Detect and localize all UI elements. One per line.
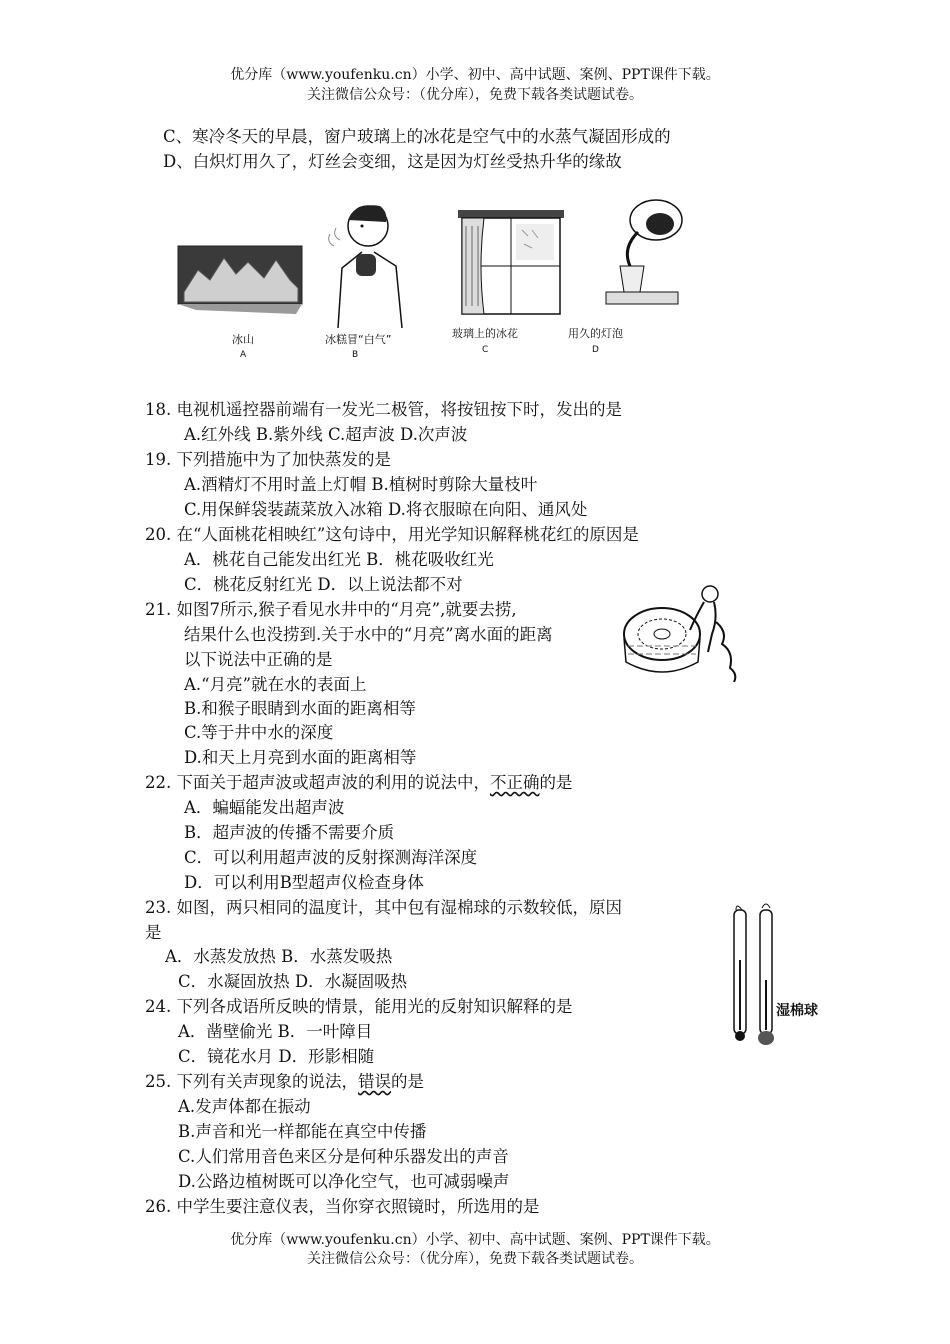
q22-option-d: D．可以利用B型超声仪检查身体 bbox=[184, 873, 424, 892]
q25-option-a: A.发声体都在振动 bbox=[178, 1097, 311, 1116]
q25-option-b: B.声音和光一样都能在真空中传播 bbox=[178, 1122, 427, 1141]
figure-iceberg bbox=[176, 240, 306, 320]
q21-option-a: A.“月亮”就在水的表面上 bbox=[184, 675, 367, 694]
q22-stem bbox=[145, 772, 573, 794]
footer-line-1: 优分库（www.youfenku.cn）小学、初中、高中试题、案例、PPT课件下载。 bbox=[230, 1232, 720, 1248]
q22-option-a: A．蝙蝠能发出超声波 bbox=[184, 798, 345, 817]
figure-boy-popsicle bbox=[322, 196, 417, 328]
q21-option-b: B.和猴子眼睛到水面的距离相等 bbox=[184, 699, 416, 718]
q21-stem-1: 21. 如图7所示,猴子看见水井中的“月亮”,就要去捞, bbox=[145, 600, 517, 619]
q25-stem-pre: 25. 下列有关声现象的说法， bbox=[145, 1072, 358, 1091]
figure-window-frost bbox=[452, 206, 570, 318]
q22-stem-emphasis: 不正确 bbox=[490, 773, 540, 792]
q17-option-c: C、寒冷冬天的早晨，窗户玻璃上的冰花是空气中的水蒸气凝固形成的 bbox=[163, 127, 671, 146]
figure-d-caption: 用久的灯泡 bbox=[568, 327, 623, 340]
q24-options-ab: A．凿壁偷光 B．一叶障目 bbox=[178, 1022, 373, 1041]
q18-stem: 18. 电视机遥控器前端有一发光二极管，将按钮按下时，发出的是 bbox=[145, 400, 622, 419]
q21-option-d: D.和天上月亮到水面的距离相等 bbox=[184, 748, 417, 767]
q22-option-c: C．可以利用超声波的反射探测海洋深度 bbox=[184, 848, 478, 867]
q21-stem-3: 以下说法中正确的是 bbox=[184, 650, 333, 669]
q17-option-d: D、白炽灯用久了，灯丝会变细，这是因为灯丝受热升华的缘故 bbox=[163, 152, 622, 171]
q21-stem-2: 结果什么也没捞到.关于水中的“月亮”离水面的距离 bbox=[184, 625, 553, 644]
q23-options-cd: C．水凝固放热 D．水凝固吸热 bbox=[178, 972, 408, 991]
footer-line-2: 关注微信公众号：（优分库），免费下载各类试题试卷。 bbox=[307, 1251, 643, 1267]
figure-monkey-well bbox=[618, 582, 748, 682]
q22-stem-pre: 22. 下面关于超声波或超声波的利用的说法中， bbox=[145, 773, 490, 792]
q19-options-cd: C.用保鲜袋装蔬菜放入冰箱 D.将衣服晾在向阳、通风处 bbox=[184, 500, 588, 519]
q22-stem-post: 的是 bbox=[539, 773, 573, 792]
figure-lamp bbox=[598, 196, 690, 312]
figure-thermometers bbox=[722, 900, 782, 1048]
q21-option-c: C.等于井中水的深度 bbox=[184, 723, 334, 742]
q26-stem: 26. 中学生要注意仪表，当你穿衣照镜时，所选用的是 bbox=[145, 1197, 540, 1216]
figure-b-letter: B bbox=[352, 350, 359, 360]
figure-b-caption: 冰糕冒“白气” bbox=[325, 333, 392, 346]
q23-stem-2: 是 bbox=[145, 923, 162, 942]
q20-options-ab: A．桃花自己能发出红光 B．桃花吸收红光 bbox=[184, 550, 494, 569]
q20-options-cd: C．桃花反射红光 D．以上说法都不对 bbox=[184, 575, 463, 594]
q19-options-ab: A.酒精灯不用时盖上灯帽 B.植树时剪除大量枝叶 bbox=[184, 475, 538, 494]
q25-stem-post: 的是 bbox=[391, 1072, 424, 1091]
figure-c-letter: C bbox=[482, 345, 489, 355]
q25-stem-emphasis: 错误 bbox=[358, 1072, 391, 1091]
wet-cotton-label: 湿棉球 bbox=[776, 1003, 818, 1019]
q22-option-b: B．超声波的传播不需要介质 bbox=[184, 823, 395, 842]
q24-options-cd: C．镜花水月 D．形影相随 bbox=[178, 1047, 375, 1066]
q25-option-c: C.人们常用音色来区分是何种乐器发出的声音 bbox=[178, 1147, 509, 1166]
header-line-2: 关注微信公众号：（优分库），免费下载各类试题试卷。 bbox=[307, 87, 643, 103]
figure-a-caption: 冰山 bbox=[232, 333, 254, 346]
header-line-1: 优分库（www.youfenku.cn）小学、初中、高中试题、案例、PPT课件下载。 bbox=[230, 67, 720, 83]
q19-stem: 19. 下列措施中为了加快蒸发的是 bbox=[145, 450, 391, 469]
q23-options-ab: A．水蒸发放热 B．水蒸发吸热 bbox=[165, 947, 393, 966]
q24-stem: 24. 下列各成语所反映的情景，能用光的反射知识解释的是 bbox=[145, 997, 573, 1016]
figure-c-caption: 玻璃上的冰花 bbox=[452, 327, 518, 340]
figure-d-letter: D bbox=[592, 345, 599, 355]
figure-a-letter: A bbox=[240, 350, 247, 360]
q25-option-d: D.公路边植树既可以净化空气，也可减弱噪声 bbox=[178, 1172, 510, 1191]
q25-stem bbox=[145, 1071, 424, 1093]
q20-stem: 20. 在“人面桃花相映红”这句诗中，用光学知识解释桃花红的原因是 bbox=[145, 525, 639, 544]
q18-options: A.红外线 B.紫外线 C.超声波 D.次声波 bbox=[184, 425, 468, 444]
q23-stem-1: 23. 如图，两只相同的温度计，其中包有湿棉球的示数较低，原因 bbox=[145, 898, 622, 917]
